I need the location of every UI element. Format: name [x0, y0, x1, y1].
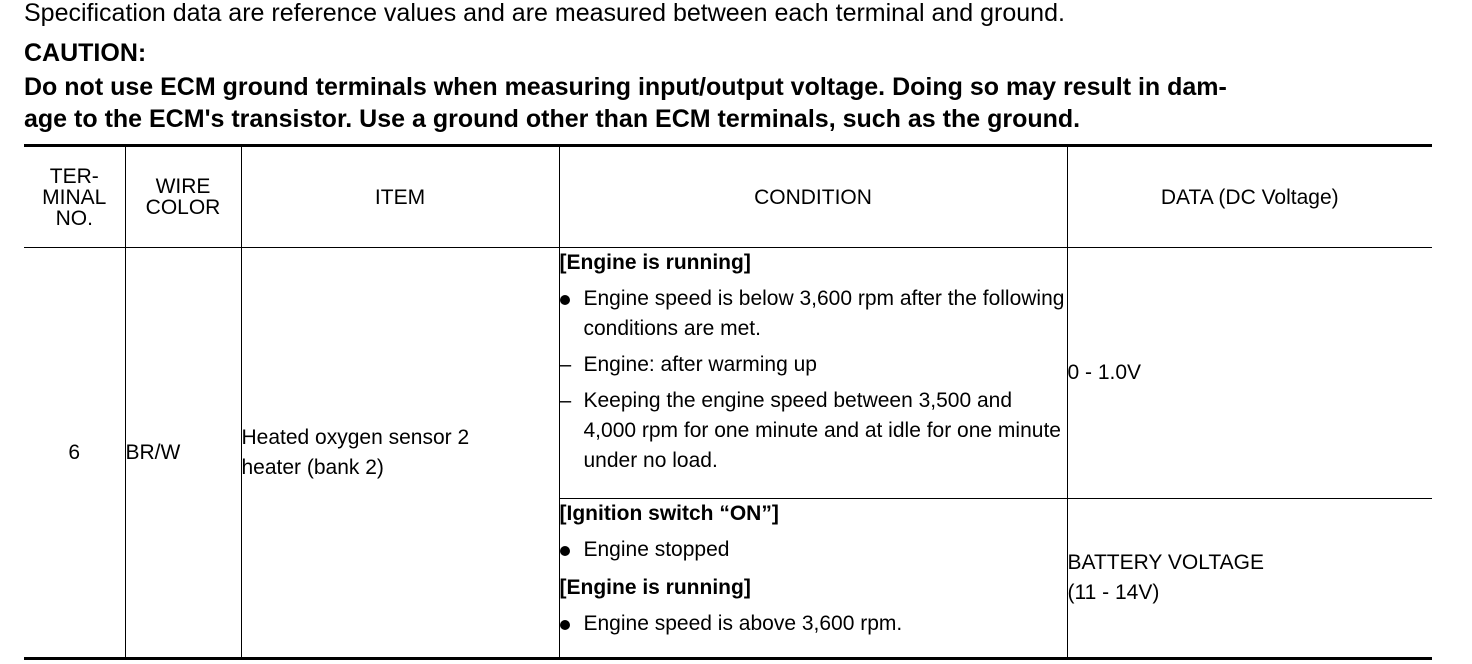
condition-cell: [559, 248, 1067, 499]
caution-text: [24, 71, 1444, 135]
bullet-dot-icon: [560, 535, 584, 565]
condition-header: [Engine is running]: [559, 251, 751, 274]
header-data: DATA (DC Voltage): [1067, 146, 1432, 248]
data-value: 0 - 1.0V: [1067, 361, 1142, 384]
condition-bullet: [560, 609, 1067, 639]
condition-bullet: [560, 284, 1067, 344]
condition-header: [Engine is running]: [559, 576, 751, 599]
header-row: [24, 146, 1432, 248]
item-line: heater (bank 2): [241, 455, 384, 479]
header-item: ITEM: [241, 146, 559, 248]
data-value: BATTERY VOLTAGE: [1067, 551, 1264, 574]
wire-color-cell: BR/W: [125, 248, 241, 659]
bullet-text: Engine stopped: [583, 538, 730, 561]
bullet-dot-icon: [560, 284, 584, 344]
data-cell: [1067, 499, 1432, 659]
condition-bullet: [560, 386, 1067, 476]
item-cell: [241, 248, 559, 659]
condition-bullet: [560, 350, 1067, 380]
bullet-dash: –: [559, 389, 572, 412]
header-terminal-no: [24, 146, 125, 248]
caution-line: age to the ECM's transistor. Use a ground other than ECM terminals, such as the ground.: [24, 105, 1081, 133]
terminal-spec-table: [24, 144, 1432, 660]
header-text: MINAL: [42, 185, 107, 209]
header-text: NO.: [55, 206, 93, 230]
bullet-dash: –: [559, 353, 572, 376]
bullet-text: Engine speed is above 3,600 rpm.: [583, 612, 903, 635]
header-text: COLOR: [145, 196, 221, 219]
bullet-text: Engine speed is below 3,600 rpm after the following conditions are met.: [583, 287, 1065, 340]
header-wire-color: [125, 146, 241, 248]
table-row: [24, 248, 1432, 499]
item-line: Heated oxygen sensor 2: [241, 425, 470, 449]
caution-line: Do not use ECM ground terminals when measuring input/output voltage. Doing so may result in dam-: [24, 73, 1227, 101]
caution-title: CAUTION:: [24, 39, 147, 67]
data-value: (11 - 14V): [1067, 581, 1160, 604]
bullet-dot-icon: [560, 609, 584, 639]
header-condition: CONDITION: [559, 146, 1067, 248]
header-text: WIRE: [155, 175, 211, 198]
condition-bullet: [560, 535, 1067, 565]
header-text: TER-: [49, 164, 99, 188]
condition-header: [Ignition switch “ON”]: [559, 502, 779, 525]
data-cell: [1067, 248, 1432, 499]
bullet-text: Engine: after warming up: [583, 353, 817, 376]
bullet-text: Keeping the engine speed between 3,500 and 4,000 rpm for one minute and at idle for one minute under no load.: [583, 389, 1061, 472]
condition-cell: [559, 499, 1067, 659]
intro-text: Specification data are reference values and are measured between each terminal and ground.: [24, 0, 1065, 27]
terminal-no-cell: 6: [24, 248, 125, 659]
